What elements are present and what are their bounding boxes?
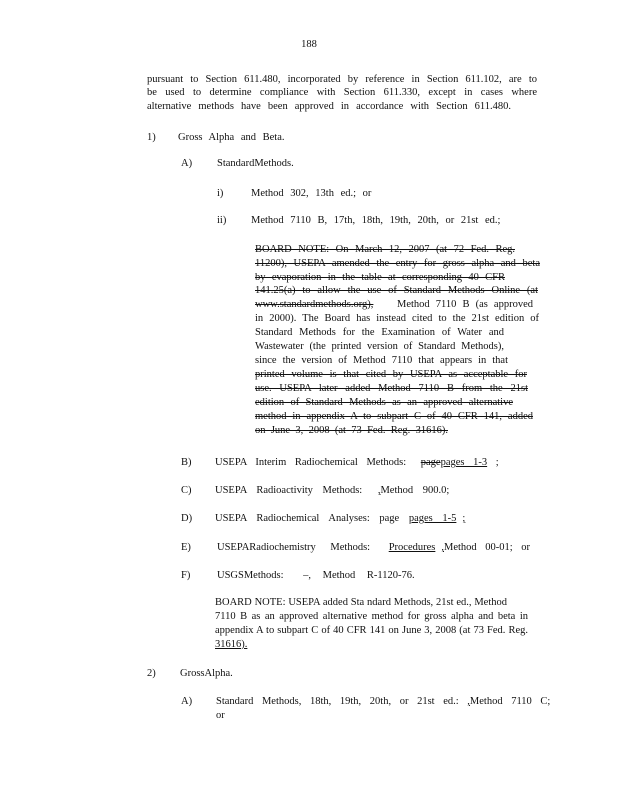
note2-line-3: appendix A to subpart C of 40 CFR 141 on June 3, 2008 (at 73 Fed. Reg. <box>215 625 528 636</box>
section-1B-number: B) <box>181 457 192 468</box>
section-1E-inserted-comma: , <box>441 542 444 553</box>
note1-strike-line-3: by evaporation in the table at corresponding 40 CFR <box>255 272 505 283</box>
section-1D-label: USEPA Radiochemical Analyses: page <box>215 513 400 524</box>
section-1E-number: E) <box>181 542 191 553</box>
note1-line-7: Standard Methods for the Examination of Water and <box>255 327 504 338</box>
section-1F-line <box>217 569 415 582</box>
section-1F-rest: –, Method R-1120-76. <box>303 570 415 581</box>
section-1Aii-text: Method 7110 B, 17th, 18th, 19th, 20th, or 21st ed.; <box>251 215 501 226</box>
section-1C-label: USEPA Radioactivity Methods: <box>215 485 363 496</box>
note2-line-4: 31616). <box>215 639 248 650</box>
section-1-number: 1) <box>147 132 156 143</box>
section-2-number: 2) <box>147 668 156 679</box>
section-2A-text: Standard Methods, 18th, 19th, 20th, or 21st ed.: <box>216 696 459 707</box>
page-number: 188 <box>301 39 317 50</box>
section-1D-inserted: pages 1-5 <box>408 513 457 524</box>
section-1B-label: USEPA Interim Radiochemical Methods: <box>215 457 407 468</box>
section-1D-end: ; <box>462 513 466 524</box>
note2-line-2: 7110 B as an approved alternative method for gross alpha and beta in <box>215 611 528 622</box>
section-2A-number: A) <box>181 696 193 707</box>
note1-line-6: in 2000). The Board has instead cited to the 21st edition of <box>255 313 539 324</box>
section-1Ai-number: i) <box>217 188 224 199</box>
section-2A-line-1 <box>216 695 550 708</box>
section-1C-rest: Method 900.0; <box>380 485 450 496</box>
section-1F-number: F) <box>181 570 191 581</box>
section-1D-line <box>215 512 465 525</box>
section-1C-line <box>215 484 449 497</box>
section-1B-line <box>215 456 499 469</box>
section-2-title: GrossAlpha. <box>180 668 233 679</box>
section-1B-inserted: pages 1-3 <box>440 457 488 468</box>
section-1B-struck: page <box>420 457 441 468</box>
note1-strike-line-14: on June 3, 2008 (at 73 Fed. Reg. 31616). <box>255 425 448 436</box>
section-1E-rest: Method 00-01; or <box>443 542 531 553</box>
note1-strike-line-1: BOARD NOTE: On March 12, 2007 (at 72 Fed. Reg. <box>255 244 515 255</box>
intro-line-1: pursuant to Section 611.480, incorporated by reference in Section 611.102, are to <box>147 74 537 85</box>
section-1C-number: C) <box>181 485 192 496</box>
note1-strike-line-4: 141.25(a) to allow the use of Standard Methods Online (at <box>255 285 538 296</box>
section-1E-inserted: Procedures <box>388 542 436 553</box>
intro-line-3: alternative methods have been approved in accordance with Section 611.480. <box>147 101 511 112</box>
section-1C-inserted: , <box>377 485 381 496</box>
note1-mixed-struck: www.standardmethods.org), <box>255 299 374 310</box>
section-1F-label: USGSMethods: <box>217 570 284 581</box>
section-1E-line <box>217 541 530 554</box>
note1-line-9: since the version of Method 7110 that appears in that <box>255 355 508 366</box>
section-1-title: Gross Alpha and Beta. <box>178 132 285 143</box>
section-1D-number: D) <box>181 513 193 524</box>
note1-strike-line-12: edition of Standard Methods as an approved alternative <box>255 397 513 408</box>
note1-line-8: Wastewater (the printed version of Standard Methods), <box>255 341 504 352</box>
note1-strike-line-13: method in appendix A to subpart C of 40 CFR 141, added <box>255 411 533 422</box>
section-1A-number: A) <box>181 158 193 169</box>
section-2A-inserted: , <box>467 696 470 707</box>
note2-line-1: BOARD NOTE: USEPA added Sta ndard Methods, 21st ed., Method <box>215 597 507 608</box>
section-2A-rest: Method 7110 C; <box>469 696 551 707</box>
note1-strike-line-2: 11200), USEPA amended the entry for gross alpha and beta <box>255 258 540 269</box>
section-1Aii-number: ii) <box>217 215 227 226</box>
note1-mixed-plain: Method 7110 B (as approved <box>397 299 533 310</box>
note1-strike-line-10: printed volume is that cited by USEPA as acceptable for <box>255 369 527 380</box>
section-2A-line-2: or <box>216 710 225 721</box>
intro-line-2: be used to determine compliance with Section 611.330, except in cases where <box>147 87 537 98</box>
section-1B-end: ; <box>495 457 499 468</box>
section-1E-label: USEPARadiochemistry Methods: <box>217 542 371 553</box>
section-1A-title: StandardMethods. <box>217 158 294 169</box>
note1-strike-line-11: use. USEPA later added Method 7110 B from the 21st <box>255 383 528 394</box>
section-1Ai-text: Method 302, 13th ed.; or <box>251 188 372 199</box>
